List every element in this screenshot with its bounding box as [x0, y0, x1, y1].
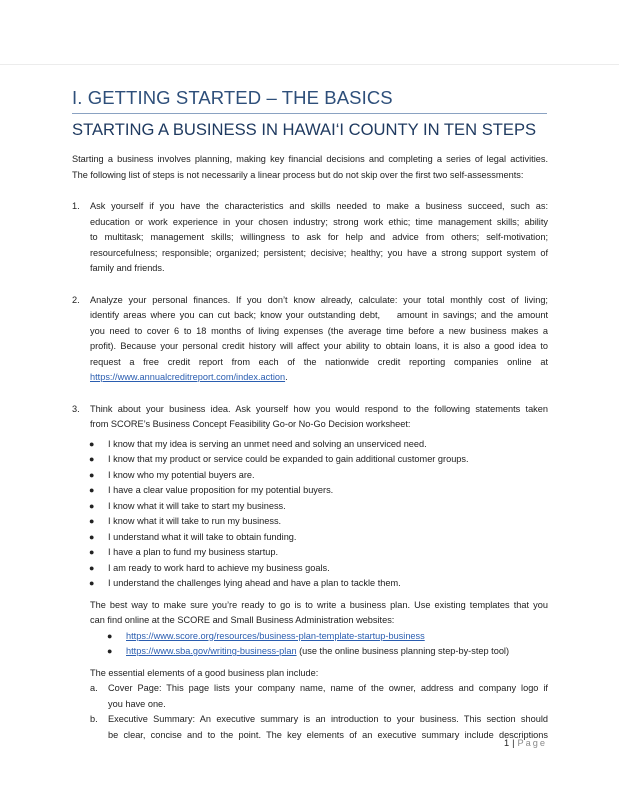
text-line: Analyze your personal finances. If you don’t know already, calculate: your total monthly cost of living;	[90, 294, 548, 305]
page-footer	[504, 738, 547, 748]
page-label: Page	[517, 738, 547, 748]
bullet-icon: ●	[89, 469, 95, 480]
intro-paragraph	[72, 152, 548, 183]
text-line: you have one.	[108, 698, 166, 709]
list-item-text: I understand what it will take to obtain funding.	[108, 531, 297, 542]
step-number: 2.	[72, 294, 80, 305]
element-letter: b.	[90, 714, 98, 724]
sba-plan-link[interactable]: https://www.sba.gov/writing-business-plan	[126, 646, 297, 656]
bullet-icon: ●	[89, 516, 95, 526]
list-item	[89, 561, 548, 577]
list-item	[89, 499, 548, 515]
text-line: you need to cover 6 to 18 months of living expenses (the average time before a new business makes a	[90, 325, 548, 336]
list-item-text: I know what it will take to start my business.	[108, 500, 286, 511]
text-line: Ask yourself if you have the characteristics and skills needed to make a business succeed, such as:	[90, 201, 548, 211]
list-item	[89, 530, 548, 546]
link-tail: .	[285, 372, 288, 382]
list-item-text: I know that my product or service could be expanded to gain additional customer groups.	[108, 454, 469, 464]
step-2	[72, 293, 548, 386]
text-line	[90, 370, 548, 386]
header-divider	[0, 64, 619, 65]
list-item	[89, 437, 548, 453]
bullet-icon: ●	[89, 547, 95, 557]
list-item-text: I have a clear value proposition for my potential buyers.	[108, 485, 334, 495]
step-number: 3.	[72, 403, 80, 414]
elements-intro: The essential elements of a good business plan include:	[90, 667, 319, 678]
bullet-icon: ●	[107, 646, 113, 656]
text-line: Starting a business involves planning, making key financial decisions and completing a series of legal activities.	[72, 154, 548, 164]
bullet-icon: ●	[89, 500, 95, 511]
list-item-text: I know that my idea is serving an unmet need and solving an unserviced need.	[108, 438, 427, 449]
text-line: family and friends.	[90, 263, 165, 273]
element-letter: a.	[90, 683, 98, 693]
bullet-icon: ●	[89, 438, 95, 449]
text-line: to multitask; management skills; willingness to ask for help and advice from others; self-motivation;	[90, 232, 548, 242]
bullet-icon: ●	[107, 630, 113, 641]
bullet-icon: ●	[89, 578, 95, 588]
score-template-link[interactable]: https://www.score.org/resources/business-plan-template-startup-business	[126, 630, 425, 641]
list-item	[89, 545, 548, 561]
plan-element-b	[90, 712, 548, 743]
list-item-text: I am ready to work hard to achieve my business goals.	[108, 562, 330, 573]
text-line: identify areas where you can cut back; know your outstanding debt, amount in savings; and the amount	[90, 310, 548, 320]
bullet-icon: ●	[89, 562, 95, 573]
step-number: 1.	[72, 201, 80, 211]
page-number: 1	[504, 738, 510, 748]
text-line: The following list of steps is not necessarily a linear process but do not skip over the first two self-assessments:	[72, 169, 524, 180]
template-links	[90, 629, 548, 660]
text-line: profit). Because your personal credit history will affect your ability to obtain loans, it is also a good idea to	[90, 341, 548, 351]
list-item-text: I understand the challenges lying ahead and have a plan to tackle them.	[108, 578, 401, 588]
step-3	[72, 402, 548, 744]
bullet-icon: ●	[89, 454, 95, 464]
bullet-icon: ●	[89, 531, 95, 542]
feasibility-checklist	[90, 437, 548, 592]
list-item	[89, 576, 548, 592]
list-item	[107, 644, 548, 660]
list-item-text: I know what it will take to run my business.	[108, 516, 282, 526]
text-line: resourcefulness; responsible; organized; persistent; decisive; healthy; you have a strong support system of	[90, 247, 548, 258]
list-item-text: I know who my potential buyers are.	[108, 469, 255, 480]
text-line: Cover Page: This page lists your company name, name of the owner, address and company logo if	[108, 683, 548, 693]
credit-report-link[interactable]: https://www.annualcreditreport.com/index.action	[90, 372, 286, 382]
text-line: The best way to make sure you’re ready to go is to write a business plan. Use existing templates that you	[90, 599, 548, 610]
list-item	[89, 514, 548, 530]
text-line: can find online at the SCORE and Small Business Administration websites:	[90, 615, 395, 625]
document-body	[72, 152, 548, 747]
list-item	[89, 468, 548, 484]
plan-element-a	[90, 681, 548, 712]
section-heading: I. GETTING STARTED – THE BASICS	[72, 87, 393, 108]
list-item	[89, 483, 548, 499]
text-line: Executive Summary: An executive summary is an introduction to your business. This section should	[108, 714, 548, 724]
text-line: education or work experience in your chosen industry; strong work ethic; time management skills; ability	[90, 216, 548, 227]
bullet-icon: ●	[89, 485, 95, 495]
step-1	[72, 199, 548, 277]
business-plan-paragraph	[90, 598, 548, 629]
link-note: (use the online business planning step-by-step tool)	[296, 646, 510, 656]
footer-separator: |	[512, 738, 515, 748]
subsection-heading: STARTING A BUSINESS IN HAWAI‘I COUNTY IN TEN STEPS	[72, 120, 537, 139]
text-line: Think about your business idea. Ask yourself how you would respond to the following statements taken	[90, 403, 548, 414]
text-line: request a free credit report from each of the nationwide credit reporting companies online at	[90, 356, 548, 367]
list-item	[107, 629, 548, 645]
heading-underline	[72, 113, 547, 114]
text-line: be clear, concise and to the point. The key elements of an executive summary include descriptions	[108, 729, 548, 740]
list-item	[89, 452, 548, 468]
text-line: from SCORE’s Business Concept Feasibility Go-or No-Go Decision worksheet:	[90, 419, 411, 429]
list-item-text: I have a plan to fund my business startup.	[108, 547, 279, 557]
